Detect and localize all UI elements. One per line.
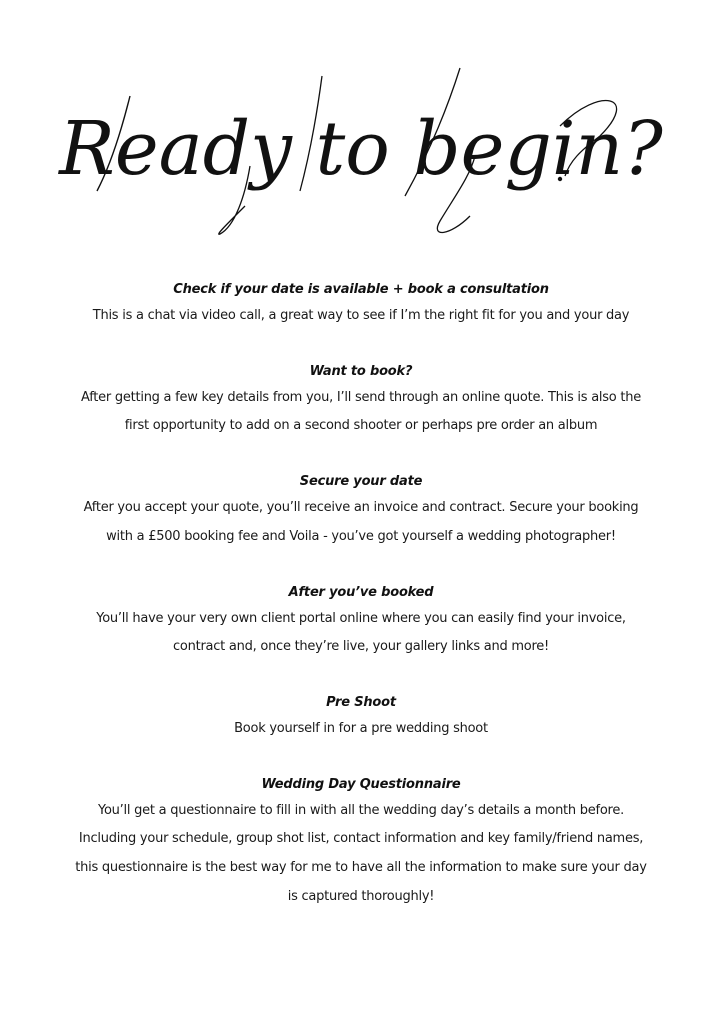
step-want-to-book xyxy=(0,360,722,441)
step-body: Book yourself in for a pre wedding shoot xyxy=(234,720,488,736)
step-body: You’ll have your very own client portal online where you can easily find your invoice, contract and, once they’re live, your gallery links and more! xyxy=(96,610,626,655)
step-heading: Secure your date xyxy=(299,474,423,490)
steps-list xyxy=(0,278,722,940)
step-body: This is a chat via video call, a great way to see if I’m the right fit for you and your day xyxy=(92,308,630,323)
script-title-graphic xyxy=(0,56,722,246)
step-body: After you accept your quote, you’ll receive an invoice and contract. Secure your booking with a £500 booking fee and Voila - you’ve got yourself a wedding photographer! xyxy=(83,500,639,544)
step-heading: After you’ve booked xyxy=(288,584,434,600)
step-pre-shoot xyxy=(0,691,722,744)
page-title xyxy=(0,56,722,246)
step-secure-date xyxy=(0,470,722,551)
step-after-booked xyxy=(0,581,722,662)
title-text: Ready to begin? xyxy=(59,106,663,192)
step-consultation xyxy=(0,278,722,331)
step-body: You’ll get a questionnaire to fill in with all the wedding day’s details a month before. Including your schedule, group shot list, contact information and key family/friend names, this questionnaire is the best way for me to have all the information to make sure your day is captured thoroughly! xyxy=(75,802,647,904)
step-heading: Wedding Day Questionnaire xyxy=(261,776,461,792)
step-body: After getting a few key details from you, I’ll send through an online quote. This is also the first opportunity to add on a second shooter or perhaps pre order an album xyxy=(81,389,641,434)
step-heading: Want to book? xyxy=(309,363,413,379)
step-heading: Pre Shoot xyxy=(326,694,396,710)
step-heading: Check if your date is available + book a consultation xyxy=(173,282,549,297)
step-questionnaire xyxy=(0,773,722,912)
